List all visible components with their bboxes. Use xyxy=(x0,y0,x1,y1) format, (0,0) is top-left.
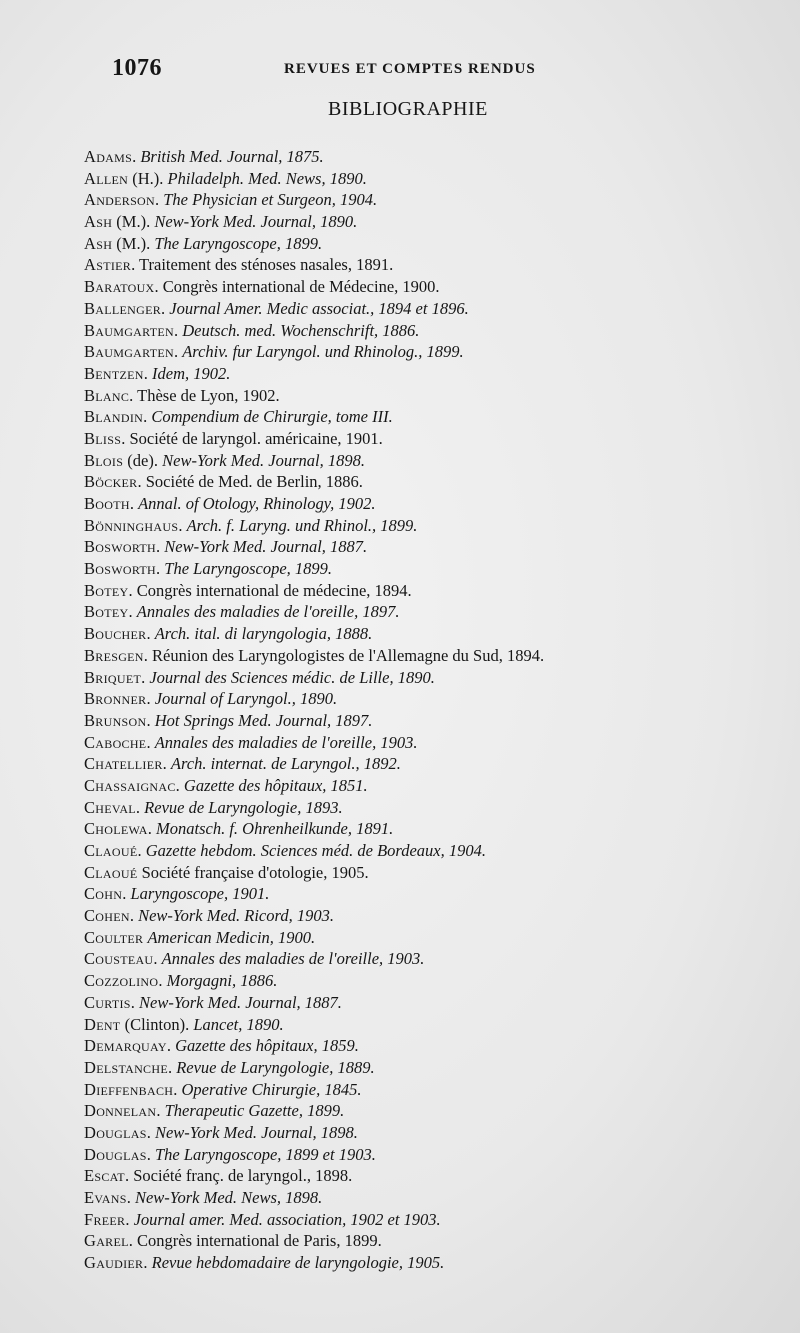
bibliography-entry xyxy=(84,1057,784,1079)
entry-source: Monatsch. f. Ohrenheilkunde, 1891. xyxy=(156,819,394,839)
bibliography-entry xyxy=(84,536,784,558)
bibliography-entry xyxy=(84,797,784,819)
bibliography-entry xyxy=(84,406,784,428)
bibliography-entry xyxy=(84,233,784,255)
entry-author: Bliss xyxy=(84,428,122,448)
bibliography-entry xyxy=(84,862,784,884)
entry-source: Réunion des Laryngologistes de l'Allemagne du Sud, 1894. xyxy=(152,645,545,665)
bibliography-entry xyxy=(84,905,784,927)
entry-source: Gazette des hôpitaux, 1859. xyxy=(175,1036,359,1056)
entry-author: Cheval xyxy=(84,797,136,817)
entry-source: Operative Chirurgie, 1845. xyxy=(181,1079,362,1099)
entry-author-suffix: . xyxy=(128,580,137,600)
bibliography-entry xyxy=(84,428,784,450)
bibliography-entry xyxy=(84,1035,784,1057)
entry-author-suffix: . xyxy=(128,602,137,622)
entry-source: New-York Med. Journal, 1890. xyxy=(154,212,358,232)
entry-author: Bronner xyxy=(84,689,147,709)
entry-author-suffix: . xyxy=(137,841,146,860)
entry-author: Botey xyxy=(84,580,129,600)
entry-author: Caboche xyxy=(84,732,147,752)
bibliography-entry xyxy=(84,1122,784,1144)
bibliography-entry xyxy=(84,1187,784,1209)
entry-source: Idem, 1902. xyxy=(152,363,231,383)
bibliography-entry xyxy=(84,298,784,320)
entry-author-suffix: . xyxy=(155,190,164,210)
entry-author: Baratoux xyxy=(84,277,155,297)
bibliography-entry xyxy=(84,341,784,363)
entry-source: Morgagni, 1886. xyxy=(166,971,278,991)
entry-author-suffix: . xyxy=(124,1166,134,1186)
entry-author-suffix: (Clinton). xyxy=(120,1014,194,1034)
entry-source: Société de laryngol. américaine, 1901. xyxy=(129,428,383,448)
entry-author: Curtis xyxy=(84,992,131,1012)
entry-author: Bönninghaus xyxy=(84,515,179,535)
bibliography-entry xyxy=(84,948,784,970)
entry-author-suffix: . xyxy=(146,1122,155,1142)
bibliography-entry xyxy=(84,1230,784,1252)
entry-author: Booth xyxy=(84,494,130,513)
entry-author: Delstanche xyxy=(84,1057,168,1077)
entry-source: Archiv. fur Laryngol. und Rhinolog., 1899. xyxy=(182,342,464,362)
entry-source: New-York Med. Journal, 1887. xyxy=(139,992,342,1012)
entry-author-suffix: . xyxy=(146,689,155,709)
entry-author-suffix: . xyxy=(143,363,153,383)
entry-author-suffix: . xyxy=(122,884,131,904)
entry-author-suffix: . xyxy=(128,1231,137,1251)
entry-author: Dent xyxy=(84,1014,121,1034)
bibliography-entry xyxy=(84,927,784,949)
bibliography-entry xyxy=(84,558,784,580)
entry-source: The Laryngoscope, 1899 et 1903. xyxy=(154,1144,376,1164)
entry-author: Allen xyxy=(84,168,129,188)
section-title: BIBLIOGRAPHIE xyxy=(328,98,488,120)
entry-source: Thèse de Lyon, 1902. xyxy=(137,385,280,405)
bibliography-entry xyxy=(84,623,784,645)
entry-author: Dieffenbach xyxy=(84,1079,174,1099)
entry-source: Arch. ital. di laryngologia, 1888. xyxy=(154,624,373,644)
entry-source: The Laryngoscope, 1899. xyxy=(164,559,333,579)
bibliography-entry xyxy=(84,1209,784,1231)
entry-source: Arch. f. Laryng. und Rhinol., 1899. xyxy=(186,515,418,535)
bibliography-entry xyxy=(84,320,784,342)
bibliography-entry xyxy=(84,667,784,689)
bibliography-entry xyxy=(84,710,784,732)
entry-source: Congrès international de Médecine, 1900. xyxy=(162,277,440,297)
entry-author-suffix: . xyxy=(162,754,171,774)
entry-author-suffix: . xyxy=(147,819,157,839)
entry-author-suffix: . xyxy=(132,147,141,166)
entry-source: The Physician et Surgeon, 1904. xyxy=(163,190,378,210)
entry-author: Brunson xyxy=(84,710,147,730)
entry-author: Bosworth xyxy=(84,537,157,557)
entry-source: Philadelph. Med. News, 1890. xyxy=(167,168,367,188)
entry-author-suffix: . xyxy=(130,992,140,1012)
entry-author-suffix: . xyxy=(167,1057,177,1077)
entry-source: Revue de Laryngologie, 1889. xyxy=(176,1057,375,1077)
entry-author: Chatellier xyxy=(84,754,163,774)
entry-author: Ash xyxy=(84,212,113,232)
entry-author-suffix: (M.). xyxy=(112,233,155,253)
entry-source: British Med. Journal, 1875. xyxy=(140,147,324,166)
entry-source: Compendium de Chirurgie, tome III. xyxy=(151,407,393,427)
entry-source: Congrès international de Paris, 1899. xyxy=(137,1231,382,1251)
entry-author: Bresgen xyxy=(84,645,144,665)
entry-author-suffix: . xyxy=(143,645,153,665)
entry-author: Baumgarten xyxy=(84,320,174,340)
bibliography-entry xyxy=(84,580,784,602)
page-header xyxy=(112,55,672,85)
entry-author-suffix: . xyxy=(156,537,165,557)
bibliography-entry xyxy=(84,515,784,537)
entry-author: Boucher xyxy=(84,624,147,644)
entry-source: Deutsch. med. Wochenschrift, 1886. xyxy=(182,320,420,340)
entry-author-suffix: . xyxy=(146,710,155,730)
bibliography-list xyxy=(84,146,784,1274)
entry-source: Therapeutic Gazette, 1899. xyxy=(164,1101,345,1121)
entry-author: Douglas xyxy=(84,1144,147,1164)
entry-author: Adams xyxy=(84,147,133,166)
entry-author-suffix: . xyxy=(173,1079,182,1099)
entry-author-suffix: . xyxy=(126,1188,135,1207)
entry-author-suffix: . xyxy=(175,775,184,795)
bibliography-entry xyxy=(84,385,784,407)
entry-source: Revue hebdomadaire de laryngologie, 1905. xyxy=(151,1253,445,1273)
entry-author-suffix: . xyxy=(141,667,150,687)
entry-author: Coulter xyxy=(84,927,144,947)
entry-author-suffix: . xyxy=(154,277,163,297)
entry-author-suffix: (H.). xyxy=(128,168,168,188)
bibliography-entry xyxy=(84,146,784,168)
entry-author: Claoué xyxy=(84,841,138,860)
bibliography-entry xyxy=(84,840,784,862)
entry-author-suffix: . xyxy=(153,949,162,969)
entry-author-suffix: . xyxy=(158,971,167,991)
bibliography-entry xyxy=(84,775,784,797)
entry-source: American Medicin, 1900. xyxy=(147,927,316,947)
entry-author-suffix: . xyxy=(161,298,170,318)
entry-author: Donnelan xyxy=(84,1101,157,1121)
entry-source: Annales des maladies de l'oreille, 1897. xyxy=(136,602,400,622)
entry-author: Anderson xyxy=(84,190,155,210)
entry-source: Traitement des sténoses nasales, 1891. xyxy=(139,255,394,275)
entry-source: Laryngoscope, 1901. xyxy=(130,884,270,904)
entry-source: Annales des maladies de l'oreille, 1903. xyxy=(161,949,425,969)
entry-author: Botey xyxy=(84,602,129,622)
bibliography-entry xyxy=(84,493,784,515)
bibliography-entry xyxy=(84,645,784,667)
entry-author-suffix: . xyxy=(125,1209,134,1229)
bibliography-entry xyxy=(84,1165,784,1187)
running-title: REVUES ET COMPTES RENDUS xyxy=(284,61,536,77)
entry-source: New-York Med. Journal, 1898. xyxy=(154,1122,358,1142)
entry-source: The Laryngoscope, 1899. xyxy=(154,233,323,253)
entry-author-suffix: . xyxy=(131,255,140,275)
entry-author-suffix: . xyxy=(121,428,130,448)
entry-author: Baumgarten xyxy=(84,342,174,362)
entry-source: New-York Med. News, 1898. xyxy=(134,1188,323,1207)
entry-author: Freer xyxy=(84,1209,126,1229)
entry-author-suffix: . xyxy=(156,559,165,579)
entry-author: Astier xyxy=(84,255,132,275)
entry-source: Annal. of Otology, Rhinology, 1902. xyxy=(138,494,376,513)
bibliography-entry xyxy=(84,189,784,211)
bibliography-entry xyxy=(84,1100,784,1122)
entry-author-suffix: . xyxy=(156,1101,165,1121)
entry-source: Société française d'otologie, 1905. xyxy=(141,862,369,882)
bibliography-entry xyxy=(84,688,784,710)
entry-author: Chassaignac xyxy=(84,775,176,795)
bibliography-entry xyxy=(84,1144,784,1166)
entry-author: Gaudier xyxy=(84,1253,144,1273)
entry-author-suffix: . xyxy=(129,906,139,926)
bibliography-entry xyxy=(84,601,784,623)
bibliography-entry xyxy=(84,450,784,472)
entry-source: Journal amer. Med. association, 1902 et 1903. xyxy=(133,1209,441,1229)
entry-author-suffix: . xyxy=(129,494,139,513)
entry-author-suffix: . xyxy=(173,320,183,340)
entry-author: Cohn xyxy=(84,884,123,904)
bibliography-entry xyxy=(84,471,784,493)
bibliography-entry xyxy=(84,211,784,233)
entry-author: Cousteau xyxy=(84,949,154,969)
bibliography-entry xyxy=(84,254,784,276)
bibliography-entry xyxy=(84,883,784,905)
entry-author-suffix: . xyxy=(178,515,187,535)
entry-source: New-York Med. Ricord, 1903. xyxy=(138,906,334,926)
entry-author: Ash xyxy=(84,233,113,253)
bibliography-entry xyxy=(84,1014,784,1036)
entry-author: Demarquay xyxy=(84,1036,167,1056)
entry-source: Journal Amer. Medic associat., 1894 et 1896. xyxy=(169,298,469,318)
entry-author: Cozzolino xyxy=(84,971,159,991)
entry-author: Ballenger xyxy=(84,298,162,318)
entry-author: Bosworth xyxy=(84,559,157,579)
entry-author: Claoué xyxy=(84,862,138,882)
entry-author-suffix: . xyxy=(173,342,183,362)
entry-author: Blanc xyxy=(84,385,130,405)
entry-source: New-York Med. Journal, 1898. xyxy=(162,450,366,470)
bibliography-entry xyxy=(84,1252,784,1274)
entry-author: Böcker xyxy=(84,472,138,492)
bibliography-entry xyxy=(84,753,784,775)
entry-source: New-York Med. Journal, 1887. xyxy=(164,537,368,557)
bibliography-entry xyxy=(84,168,784,190)
entry-author-suffix: (de). xyxy=(123,450,163,470)
entry-author-suffix: . xyxy=(137,472,146,492)
entry-author-suffix: . xyxy=(166,1036,176,1056)
entry-author-suffix: . xyxy=(146,624,155,644)
bibliography-entry xyxy=(84,970,784,992)
entry-source: Société franç. de laryngol., 1898. xyxy=(133,1166,353,1186)
entry-source: Arch. internat. de Laryngol., 1892. xyxy=(170,754,401,774)
entry-author: Escat xyxy=(84,1166,125,1186)
entry-source: Société de Med. de Berlin, 1886. xyxy=(145,472,363,492)
entry-source: Journal des Sciences médic. de Lille, 1890. xyxy=(149,667,435,687)
entry-author: Bentzen xyxy=(84,363,144,383)
entry-author-suffix: . xyxy=(143,407,152,427)
entry-author: Douglas xyxy=(84,1122,147,1142)
entry-author-suffix: (M.). xyxy=(112,212,155,232)
bibliography-entry xyxy=(84,363,784,385)
entry-author: Evans xyxy=(84,1188,127,1207)
entry-author-suffix: . xyxy=(146,732,155,752)
entry-source: Revue de Laryngologie, 1893. xyxy=(144,797,343,817)
bibliography-entry xyxy=(84,992,784,1014)
entry-source: Hot Springs Med. Journal, 1897. xyxy=(154,710,373,730)
bibliography-entry xyxy=(84,1079,784,1101)
entry-source: Gazette des hôpitaux, 1851. xyxy=(183,775,368,795)
bibliography-entry xyxy=(84,276,784,298)
entry-author: Blois xyxy=(84,450,124,470)
entry-author: Briquet xyxy=(84,667,142,687)
entry-author: Cohen xyxy=(84,906,130,926)
entry-source: Journal of Laryngol., 1890. xyxy=(154,689,338,709)
entry-author-suffix: . xyxy=(143,1253,152,1273)
bibliography-entry xyxy=(84,732,784,754)
entry-author-suffix: . xyxy=(135,797,145,817)
entry-author: Blandin xyxy=(84,407,144,427)
entry-source: Lancet, 1890. xyxy=(193,1014,284,1034)
entry-author: Garel xyxy=(84,1231,129,1251)
entry-source: Gazette hebdom. Sciences méd. de Bordeaux, 1904. xyxy=(145,841,487,860)
entry-source: Congrès international de médecine, 1894. xyxy=(136,580,412,600)
entry-source: Annales des maladies de l'oreille, 1903. xyxy=(154,732,418,752)
entry-author-suffix: . xyxy=(129,385,138,405)
page-number: 1076 xyxy=(112,55,162,81)
entry-author-suffix: . xyxy=(146,1144,155,1164)
bibliography-entry xyxy=(84,818,784,840)
entry-author: Cholewa xyxy=(84,819,148,839)
